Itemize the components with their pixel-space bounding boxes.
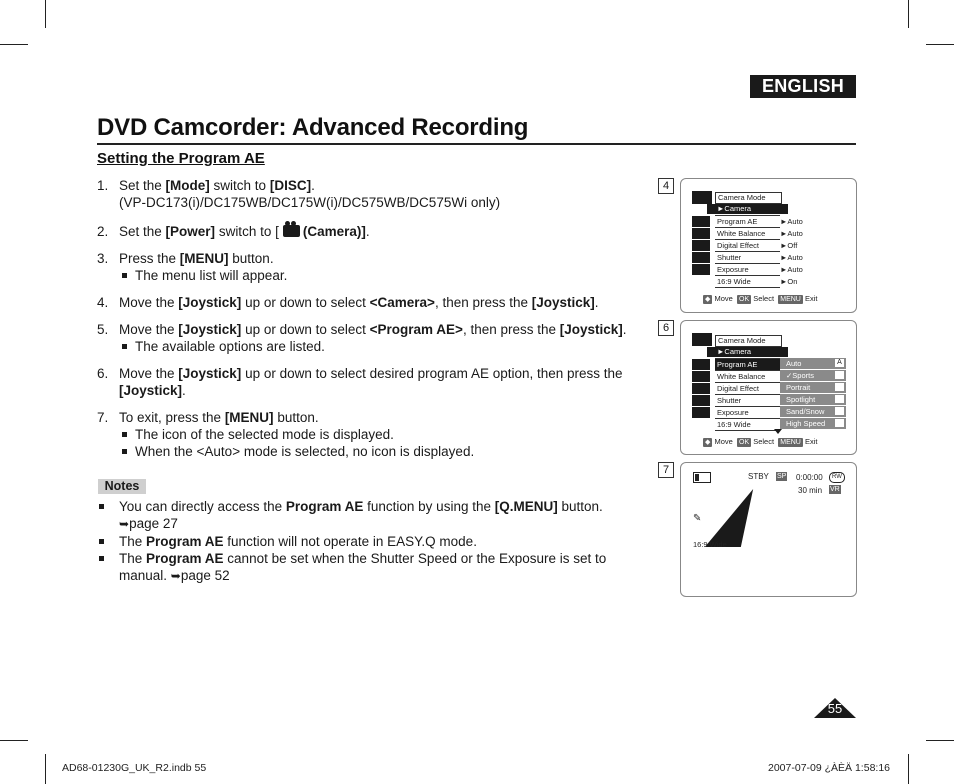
battery-icon: [693, 472, 711, 483]
portrait-icon: [835, 383, 844, 391]
menu-value: ►Auto: [780, 217, 803, 226]
quality-badge: SP: [777, 473, 787, 480]
crop-mark: [0, 44, 28, 45]
sand-snow-icon: [835, 407, 844, 415]
auto-icon: A: [835, 359, 844, 367]
camera-icon: [692, 359, 710, 370]
menu-value: ►Auto: [780, 253, 803, 262]
menu-row[interactable]: Program AE: [715, 215, 780, 227]
note-item: The Program AE function will not operate in EASY.Q mode.: [97, 533, 642, 550]
menu-row-selected[interactable]: Program AE: [715, 358, 780, 370]
menu-value: ►Auto: [780, 265, 803, 274]
menu-title: Camera Mode: [715, 335, 782, 347]
crop-mark: [908, 754, 909, 784]
screen-footer: ◆ Move OK Select MENU Exit: [705, 437, 818, 446]
menu-value: ►Auto: [780, 229, 803, 238]
menu-row[interactable]: White Balance: [715, 370, 780, 382]
menu-row[interactable]: 16:9 Wide: [715, 418, 780, 431]
shutter-icon: [692, 252, 710, 263]
disc-rw-icon: RW: [829, 472, 845, 483]
step-7: 7. To exit, press the [MENU] button. The icon of the selected mode is displayed. When the <Auto> mode is selected, no icon is displayed.: [97, 409, 642, 460]
effect-icon: [692, 240, 710, 251]
notes-label: Notes: [98, 479, 146, 494]
step-7-note: The icon of the selected mode is displayed.: [119, 426, 642, 443]
section-title: Setting the Program AE: [97, 150, 265, 167]
ae-option-portrait[interactable]: Portrait: [780, 382, 846, 393]
joystick-icon: ◆: [705, 439, 711, 446]
camera-icon: [692, 216, 710, 227]
shutter-icon: [692, 395, 710, 406]
note-item: You can directly access the Program AE function by using the [Q.MENU] button. ➥page 27: [97, 498, 642, 533]
menu-submenu: ►Camera: [707, 347, 788, 357]
model-list: (VP-DC173(i)/DC175WB/DC175W(i)/DC575WB/DC575Wi only): [119, 195, 501, 210]
crop-mark: [926, 44, 954, 45]
step-5: 5. Move the [Joystick] up or down to select <Program AE>, then press the [Joystick]. The available options are listed.: [97, 321, 642, 355]
status-text: STBY: [748, 472, 769, 481]
wide-mode-text: 16:9 Wide: [693, 540, 727, 549]
high-speed-icon: [835, 419, 844, 427]
crop-mark: [926, 740, 954, 741]
menu-value: ►Off: [780, 241, 798, 250]
settings-icon: [692, 264, 710, 275]
menu-row[interactable]: White Balance: [715, 227, 780, 239]
footer-timestamp: 2007-07-09 ¿ÀÈÄ 1:58:16: [768, 762, 891, 774]
screen-program-ae-menu: [680, 320, 857, 455]
menu-row[interactable]: Exposure: [715, 263, 780, 275]
screen-standby: [680, 462, 857, 597]
note-item: The Program AE cannot be set when the Shutter Speed or the Exposure is set to manual. ➥page 52: [97, 550, 642, 585]
step-2: 2. Set the [Power] switch to [ (Camera)].: [97, 224, 370, 239]
crop-mark: [908, 0, 909, 28]
step-7-note: When the <Auto> mode is selected, no icon is displayed.: [119, 443, 642, 460]
ae-option-high-speed[interactable]: High Speed: [780, 418, 846, 429]
camera-mode-icon: [692, 333, 712, 346]
menu-value: ►On: [780, 277, 798, 286]
menu-row[interactable]: Digital Effect: [715, 382, 780, 394]
crop-mark: [0, 740, 28, 741]
figure-number: 7: [658, 462, 674, 478]
ae-option-auto[interactable]: Auto A: [780, 358, 846, 369]
figure-number: 4: [658, 178, 674, 194]
notes-list: [97, 498, 642, 585]
page-number: 55: [827, 701, 843, 716]
menu-row[interactable]: Exposure: [715, 406, 780, 418]
page-ref-arrow-icon: ➥: [170, 569, 181, 583]
vr-mode-badge: VR: [830, 486, 840, 493]
screen-footer: ◆ Move OK Select MENU Exit: [705, 294, 818, 303]
scroll-down-icon: [774, 429, 782, 434]
camera-icon: [283, 225, 300, 237]
menu-row[interactable]: Shutter: [715, 251, 780, 263]
remaining-time: 30 min: [798, 486, 823, 495]
crop-mark: [45, 0, 46, 28]
menu-row[interactable]: Digital Effect: [715, 239, 780, 251]
figure-number: 6: [658, 320, 674, 336]
title-divider: [97, 143, 856, 145]
menu-row[interactable]: 16:9 Wide: [715, 275, 780, 288]
sports-icon: [835, 371, 844, 379]
settings-icon: [692, 407, 710, 418]
camera-mode-icon: [692, 191, 712, 204]
pointer-arrow: [705, 489, 753, 547]
screen-camera-menu: [680, 178, 857, 313]
effect-icon: [692, 383, 710, 394]
page-ref: page 27: [129, 516, 178, 531]
sports-mode-icon: ✎: [693, 513, 702, 524]
ae-option-sand-snow[interactable]: Sand/Snow: [780, 406, 846, 417]
joystick-icon: ◆: [705, 296, 711, 303]
crop-mark: [45, 754, 46, 784]
page-title: DVD Camcorder: Advanced Recording: [97, 114, 529, 141]
step-4: 4. Move the [Joystick] up or down to select <Camera>, then press the [Joystick].: [97, 295, 599, 310]
menu-row[interactable]: Shutter: [715, 394, 780, 406]
ae-option-sports[interactable]: ✓Sports: [780, 370, 846, 381]
step-3: 3. Press the [MENU] button. The menu list will appear.: [97, 250, 642, 284]
step-6: 6. Move the [Joystick] up or down to select desired program AE option, then press the [Joystick].: [97, 366, 623, 398]
menu-title: Camera Mode: [715, 192, 782, 204]
white-balance-icon: [692, 228, 710, 239]
footer-file: AD68-01230G_UK_R2.indb 55: [62, 762, 207, 774]
language-badge: ENGLISH: [750, 75, 856, 98]
steps-list: [97, 177, 642, 470]
white-balance-icon: [692, 371, 710, 382]
step-3-note: The menu list will appear.: [119, 267, 642, 284]
step-1: 1. Set the [Mode] switch to [DISC]. (VP-DC173(i)/DC175WB/DC175W(i)/DC575WB/DC575Wi only): [97, 178, 501, 210]
page-ref-arrow-icon: ➥: [119, 517, 130, 531]
page-ref: page 52: [180, 568, 230, 583]
ae-option-spotlight[interactable]: Spotlight: [780, 394, 846, 405]
step-5-note: The available options are listed.: [119, 338, 642, 355]
spotlight-icon: [835, 395, 844, 403]
time-counter: 0:00:00: [796, 473, 823, 482]
menu-submenu: ►Camera: [707, 204, 788, 214]
